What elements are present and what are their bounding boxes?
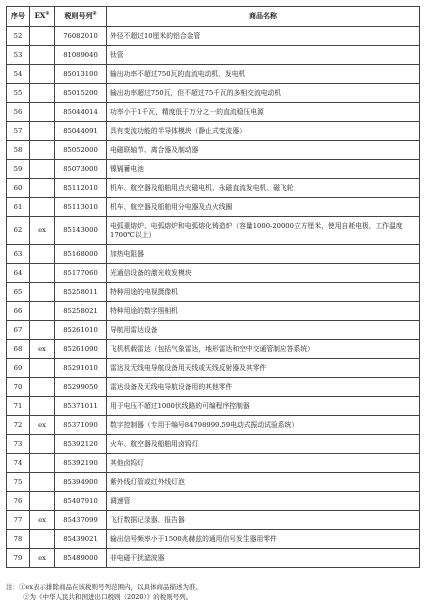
cell-ex: ex [30,511,55,530]
table-header-row [7,7,420,27]
cell-ex [30,473,55,492]
cell-product-name: 特种用途的电视摄像机 [107,283,420,302]
cell-product-name: 光通信设备的激光收发模块 [107,264,420,283]
cell-ex [30,435,55,454]
cell-serial-no: 74 [7,454,30,473]
cell-tariff-code: 85258011 [55,283,107,302]
cell-ex: ex [30,340,55,359]
table-row [7,264,420,283]
cell-ex: ex [30,416,55,435]
cell-tariff-code: 85392190 [55,454,107,473]
cell-ex [30,160,55,179]
cell-product-name: 电磁联轴节、离合器及制动器 [107,141,420,160]
cell-product-name: 飞行数据记录器、报告器 [107,511,420,530]
cell-tariff-code: 85113010 [55,198,107,217]
cell-serial-no: 67 [7,321,30,340]
cell-ex [30,84,55,103]
cell-product-name: 雷达及无线电导航设备用天线或天线反射器及其零件 [107,359,420,378]
cell-serial-no: 55 [7,84,30,103]
cell-ex [30,122,55,141]
table-row [7,454,420,473]
cell-tariff-code: 85168000 [55,245,107,264]
cell-serial-no: 77 [7,511,30,530]
cell-serial-no: 57 [7,122,30,141]
header-product-name: 商品名称 [107,7,420,27]
cell-product-name: 镍镉蓄电池 [107,160,420,179]
cell-serial-no: 60 [7,179,30,198]
table-row [7,492,420,511]
cell-ex [30,27,55,46]
cell-tariff-code: 85112010 [55,179,107,198]
cell-serial-no: 54 [7,65,30,84]
cell-tariff-code: 85489000 [55,549,107,568]
cell-tariff-code: 85015200 [55,84,107,103]
cell-tariff-code: 85291010 [55,359,107,378]
cell-ex [30,492,55,511]
cell-ex [30,264,55,283]
cell-tariff-code: 85439021 [55,530,107,549]
cell-tariff-code: 76082010 [55,27,107,46]
cell-tariff-code: 85261090 [55,340,107,359]
cell-serial-no: 75 [7,473,30,492]
table-row [7,122,420,141]
cell-serial-no: 61 [7,198,30,217]
cell-serial-no: 68 [7,340,30,359]
cell-serial-no: 53 [7,46,30,65]
table-row [7,340,420,359]
cell-product-name: 机车、航空器及船舶用点火磁电机、永磁直流发电机、磁飞轮 [107,179,420,198]
cell-product-name: 火车、航空器及船舶用卤钨灯 [107,435,420,454]
footnote-mark-1: ① [45,11,50,17]
cell-product-name: 调速管 [107,492,420,511]
cell-ex [30,397,55,416]
table-row [7,283,420,302]
cell-product-name: 输出信号频率小于1500兆赫兹的通用信号发生器用零件 [107,530,420,549]
cell-tariff-code: 85371011 [55,397,107,416]
cell-ex [30,141,55,160]
table-row [7,397,420,416]
cell-ex [30,198,55,217]
cell-serial-no: 76 [7,492,30,511]
cell-serial-no: 63 [7,245,30,264]
cell-product-name: 非电磁干扰滤波器 [107,549,420,568]
cell-tariff-code: 85013100 [55,65,107,84]
cell-ex [30,378,55,397]
table-row [7,359,420,378]
table-row [7,321,420,340]
cell-product-name: 外径不超过10厘米的铝合金管 [107,27,420,46]
cell-product-name: 雷达设备及无线电导航设备用的其他零件 [107,378,420,397]
table-row [7,416,420,435]
cell-product-name: 紫外线灯管或红外线灯泡 [107,473,420,492]
table-row [7,27,420,46]
cell-serial-no: 69 [7,359,30,378]
table-row [7,141,420,160]
table-row [7,511,420,530]
table-row [7,302,420,321]
cell-ex [30,65,55,84]
table-row [7,84,420,103]
cell-tariff-code: 85261010 [55,321,107,340]
table-row [7,549,420,568]
cell-ex [30,302,55,321]
cell-serial-no: 59 [7,160,30,179]
cell-ex [30,245,55,264]
cell-ex [30,530,55,549]
cell-ex [30,283,55,302]
cell-tariff-code: 85392120 [55,435,107,454]
cell-tariff-code: 85371090 [55,416,107,435]
footnote-1-text: ex表示排除商品在该税则号列范围内，以具体商品描述为准。 [25,583,203,591]
cell-product-name: 输出功率不超过750瓦的直流电动机、发电机 [107,65,420,84]
cell-product-name: 输出功率超过750瓦，但不超过75千瓦的多相交流电动机 [107,84,420,103]
cell-serial-no: 65 [7,283,30,302]
cell-tariff-code: 85394900 [55,473,107,492]
cell-serial-no: 70 [7,378,30,397]
tariff-table-container [6,6,419,568]
table-row [7,217,420,245]
cell-serial-no: 52 [7,27,30,46]
footnote-mark-2: ② [92,11,97,17]
footnote-2: ②为《中华人民共和国进出口税则（2020）》的税则号列。 [23,592,193,601]
cell-serial-no: 73 [7,435,30,454]
cell-serial-no: 78 [7,530,30,549]
cell-product-name: 飞机机载雷达（包括气象雷达，地形雷达和空中交通管制应答系统） [107,340,420,359]
table-body [7,27,420,568]
cell-product-name: 功率小于1千瓦，精度低于万分之一的直流稳压电源 [107,103,420,122]
cell-product-name: 用于电压不超过1000伏线路的可编程序控制器 [107,397,420,416]
cell-ex [30,454,55,473]
cell-ex [30,103,55,122]
cell-product-name: 具有变流功能的半导体模块（静止式变流器） [107,122,420,141]
cell-ex: ex [30,217,55,245]
cell-serial-no: 79 [7,549,30,568]
cell-serial-no: 72 [7,416,30,435]
footnote-1: 注：①ex表示排除商品在该税则号列范围内，以具体商品描述为准。 [6,583,203,591]
cell-product-name: 其他卤钨灯 [107,454,420,473]
cell-serial-no: 71 [7,397,30,416]
cell-serial-no: 62 [7,217,30,245]
cell-ex [30,321,55,340]
header-tariff-code: 税则号列② [55,7,107,27]
table-row [7,378,420,397]
footnote-2-text: 为《中华人民共和国进出口税则（2020）》的税则号列。 [29,592,193,601]
table-row [7,435,420,454]
table-row [7,198,420,217]
cell-product-name: 钛管 [107,46,420,65]
cell-product-name: 特种用途的数字照相机 [107,302,420,321]
cell-serial-no: 64 [7,264,30,283]
footnote-prefix: 注： [6,583,19,591]
cell-tariff-code: 85258021 [55,302,107,321]
cell-serial-no: 58 [7,141,30,160]
table-row [7,160,420,179]
tariff-table [6,6,420,568]
cell-product-name: 电弧重熔炉、电弧熔炉和电弧熔化铸造炉（容量1000-20000立方厘米，使用自耗电极，工作温度1700℃以上） [107,217,420,245]
table-row [7,245,420,264]
table-row [7,473,420,492]
cell-tariff-code: 81089040 [55,46,107,65]
cell-serial-no: 56 [7,103,30,122]
cell-ex: ex [30,549,55,568]
cell-product-name: 数字控制器（专用于编号84798999.59电动式振动试验系统） [107,416,420,435]
cell-tariff-code: 85407910 [55,492,107,511]
cell-ex [30,359,55,378]
cell-ex [30,179,55,198]
cell-tariff-code: 85044091 [55,122,107,141]
cell-product-name: 导航用雷达设备 [107,321,420,340]
cell-tariff-code: 85143000 [55,217,107,245]
cell-tariff-code: 85177060 [55,264,107,283]
table-row [7,179,420,198]
table-row [7,46,420,65]
cell-tariff-code: 85052000 [55,141,107,160]
header-ex: EX① [30,7,55,27]
table-row [7,65,420,84]
cell-tariff-code: 85073000 [55,160,107,179]
header-serial-no: 序号 [7,7,30,27]
cell-tariff-code: 85044014 [55,103,107,122]
cell-product-name: 加热电阻器 [107,245,420,264]
table-row [7,530,420,549]
cell-tariff-code: 85437099 [55,511,107,530]
cell-ex [30,46,55,65]
cell-serial-no: 66 [7,302,30,321]
cell-tariff-code: 85299050 [55,378,107,397]
cell-product-name: 机车、航空器及船舶用分电器及点火线圈 [107,198,420,217]
footnotes [6,583,419,602]
table-row [7,103,420,122]
